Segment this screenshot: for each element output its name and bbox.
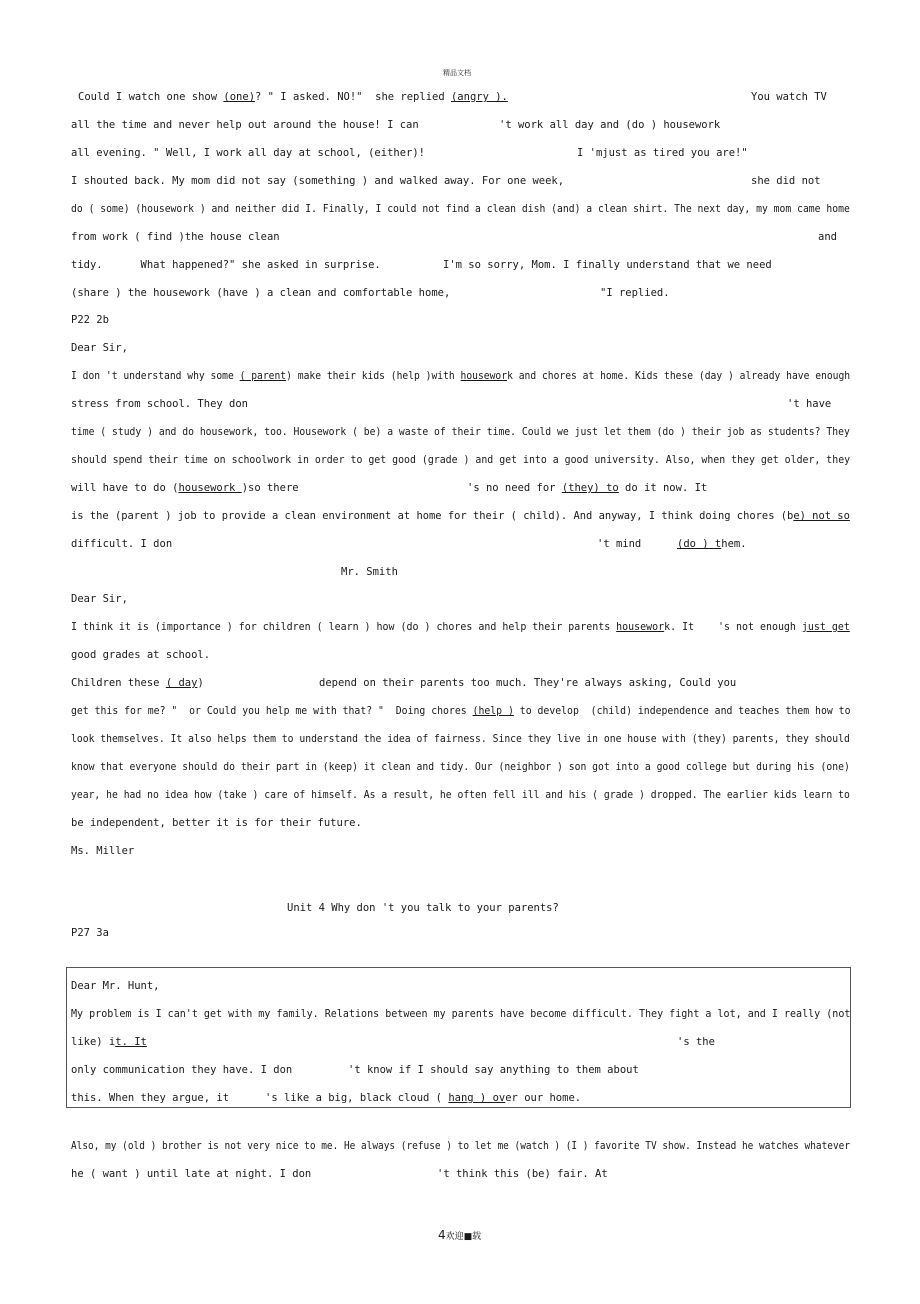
text-line: all evening. " Well, I work all day at school, (either)! [71, 147, 426, 159]
text-fragment: 's the [677, 1036, 715, 1048]
page-header: 精品文档 [443, 69, 471, 77]
text-line: all the time and never help out around the house! I can [71, 119, 419, 131]
text-fragment: 's no need for (they) to do it now. It [467, 482, 708, 494]
text-line: he ( want ) until late at night. I don [71, 1168, 312, 1180]
text-line: Also, my (old ) brother is not very nice to me. He always (refuse ) to let me (watch ) (I ) favorite TV show. Instead he watches whatever [71, 1140, 851, 1152]
letter-greeting: Dear Sir, [71, 593, 128, 605]
text-fragment: 's like a big, black cloud ( hang ) over our home. [265, 1092, 582, 1104]
text-line: My problem is I can't get with my family. Relations between my parents have become difficult. They fight a lot, and I really (not [71, 1008, 851, 1020]
section-label: P27 3a [71, 927, 109, 939]
unit-title: Unit 4 Why don 't you talk to your parents? [287, 902, 559, 914]
text-line: get this for me? " or Could you help me with that? " Doing chores (help ) to develop (child) independence and teaches them how to [71, 705, 851, 717]
page-footer [438, 1228, 481, 1244]
letter-signature: Ms. Miller [71, 845, 135, 857]
text-line: good grades at school. [71, 649, 211, 661]
page-number: 4 [438, 1228, 446, 1242]
section-label: P22 2b [71, 314, 109, 326]
text-line: should spend their time on schoolwork in order to get good (grade ) and get into a good university. Also, when they get older, they [71, 454, 851, 466]
text-line: know that everyone should do their part in (keep) it clean and tidy. Our (neighbor ) son got into a good college but during his (one) [71, 761, 850, 773]
text-line: difficult. I don [71, 538, 173, 550]
letter-signature: Mr. Smith [341, 566, 398, 578]
text-fragment: 't think this (be) fair. At [437, 1168, 608, 1180]
text-line: be independent, better it is for their future. [71, 817, 362, 829]
text-fragment: I'm so sorry, Mom. I finally understand that we need [443, 259, 772, 271]
text-line: I don 't understand why some ( parent) make their kids (help )with housework and chores at home. Kids these (day ) already have enough [71, 370, 851, 382]
text-fragment: 't know if I should say anything to them about [348, 1064, 639, 1076]
text-fragment: You watch TV [751, 91, 827, 103]
text-line: I shouted back. My mom did not say (something ) and walked away. For one week, [71, 175, 565, 187]
text-fragment: and [818, 231, 837, 243]
text-line: only communication they have. I don [71, 1064, 293, 1076]
text-line: time ( study ) and do housework, too. Housework ( be) a waste of their time. Could we just let them (do ) their job as students? They [71, 426, 850, 438]
text-line: Children these ( day) [71, 677, 204, 689]
text-line: I think it is (importance ) for children ( learn ) how (do ) chores and help their parents housework. It 's not enough just get [71, 621, 850, 633]
text-fragment: depend on their parents too much. They're always asking, Could you [319, 677, 737, 689]
boxed-letter [66, 967, 851, 1108]
footer-text: 欢迎■载 [445, 1232, 482, 1242]
letter-greeting: Dear Mr. Hunt, [71, 980, 160, 992]
text-line: will have to do (housework )so there [71, 482, 299, 494]
text-fragment: she did not [751, 175, 821, 187]
text-line: (share ) the housework (have ) a clean and comfortable home, [71, 287, 451, 299]
text-line: Could I watch one show (one)? " I asked. NO!" she replied (angry ). [78, 91, 508, 103]
text-fragment: (do ) them. [677, 538, 747, 550]
text-line: is the (parent ) job to provide a clean environment at home for their ( child). And anyway, I think doing chores (be) not so [71, 510, 850, 522]
letter-greeting: Dear Sir, [71, 342, 128, 354]
text-line: year, he had no idea how (take ) care of himself. As a result, he often fell ill and his ( grade ) dropped. The earlier kids learn to [71, 789, 850, 801]
text-fragment: "I replied. [600, 287, 670, 299]
text-line: this. When they argue, it [71, 1092, 230, 1104]
text-line: look themselves. It also helps them to understand the idea of fairness. Since they live in one house with (they) parents, they should [71, 733, 850, 745]
text-fragment: 't work all day and (do ) housework [499, 119, 721, 131]
text-fragment: 't have [787, 398, 832, 410]
text-fragment: I 'mjust as tired you are!" [577, 147, 748, 159]
text-line: stress from school. They don [71, 398, 249, 410]
text-line: from work ( find )the house clean [71, 231, 280, 243]
text-line: like) it. It [71, 1036, 147, 1048]
text-line: tidy. What happened?" she asked in surprise. [71, 259, 381, 271]
text-line: do ( some) (housework ) and neither did I. Finally, I could not find a clean dish (and) a clean shirt. The next day, my mom came home [71, 203, 850, 215]
text-fragment: 't mind [597, 538, 642, 550]
